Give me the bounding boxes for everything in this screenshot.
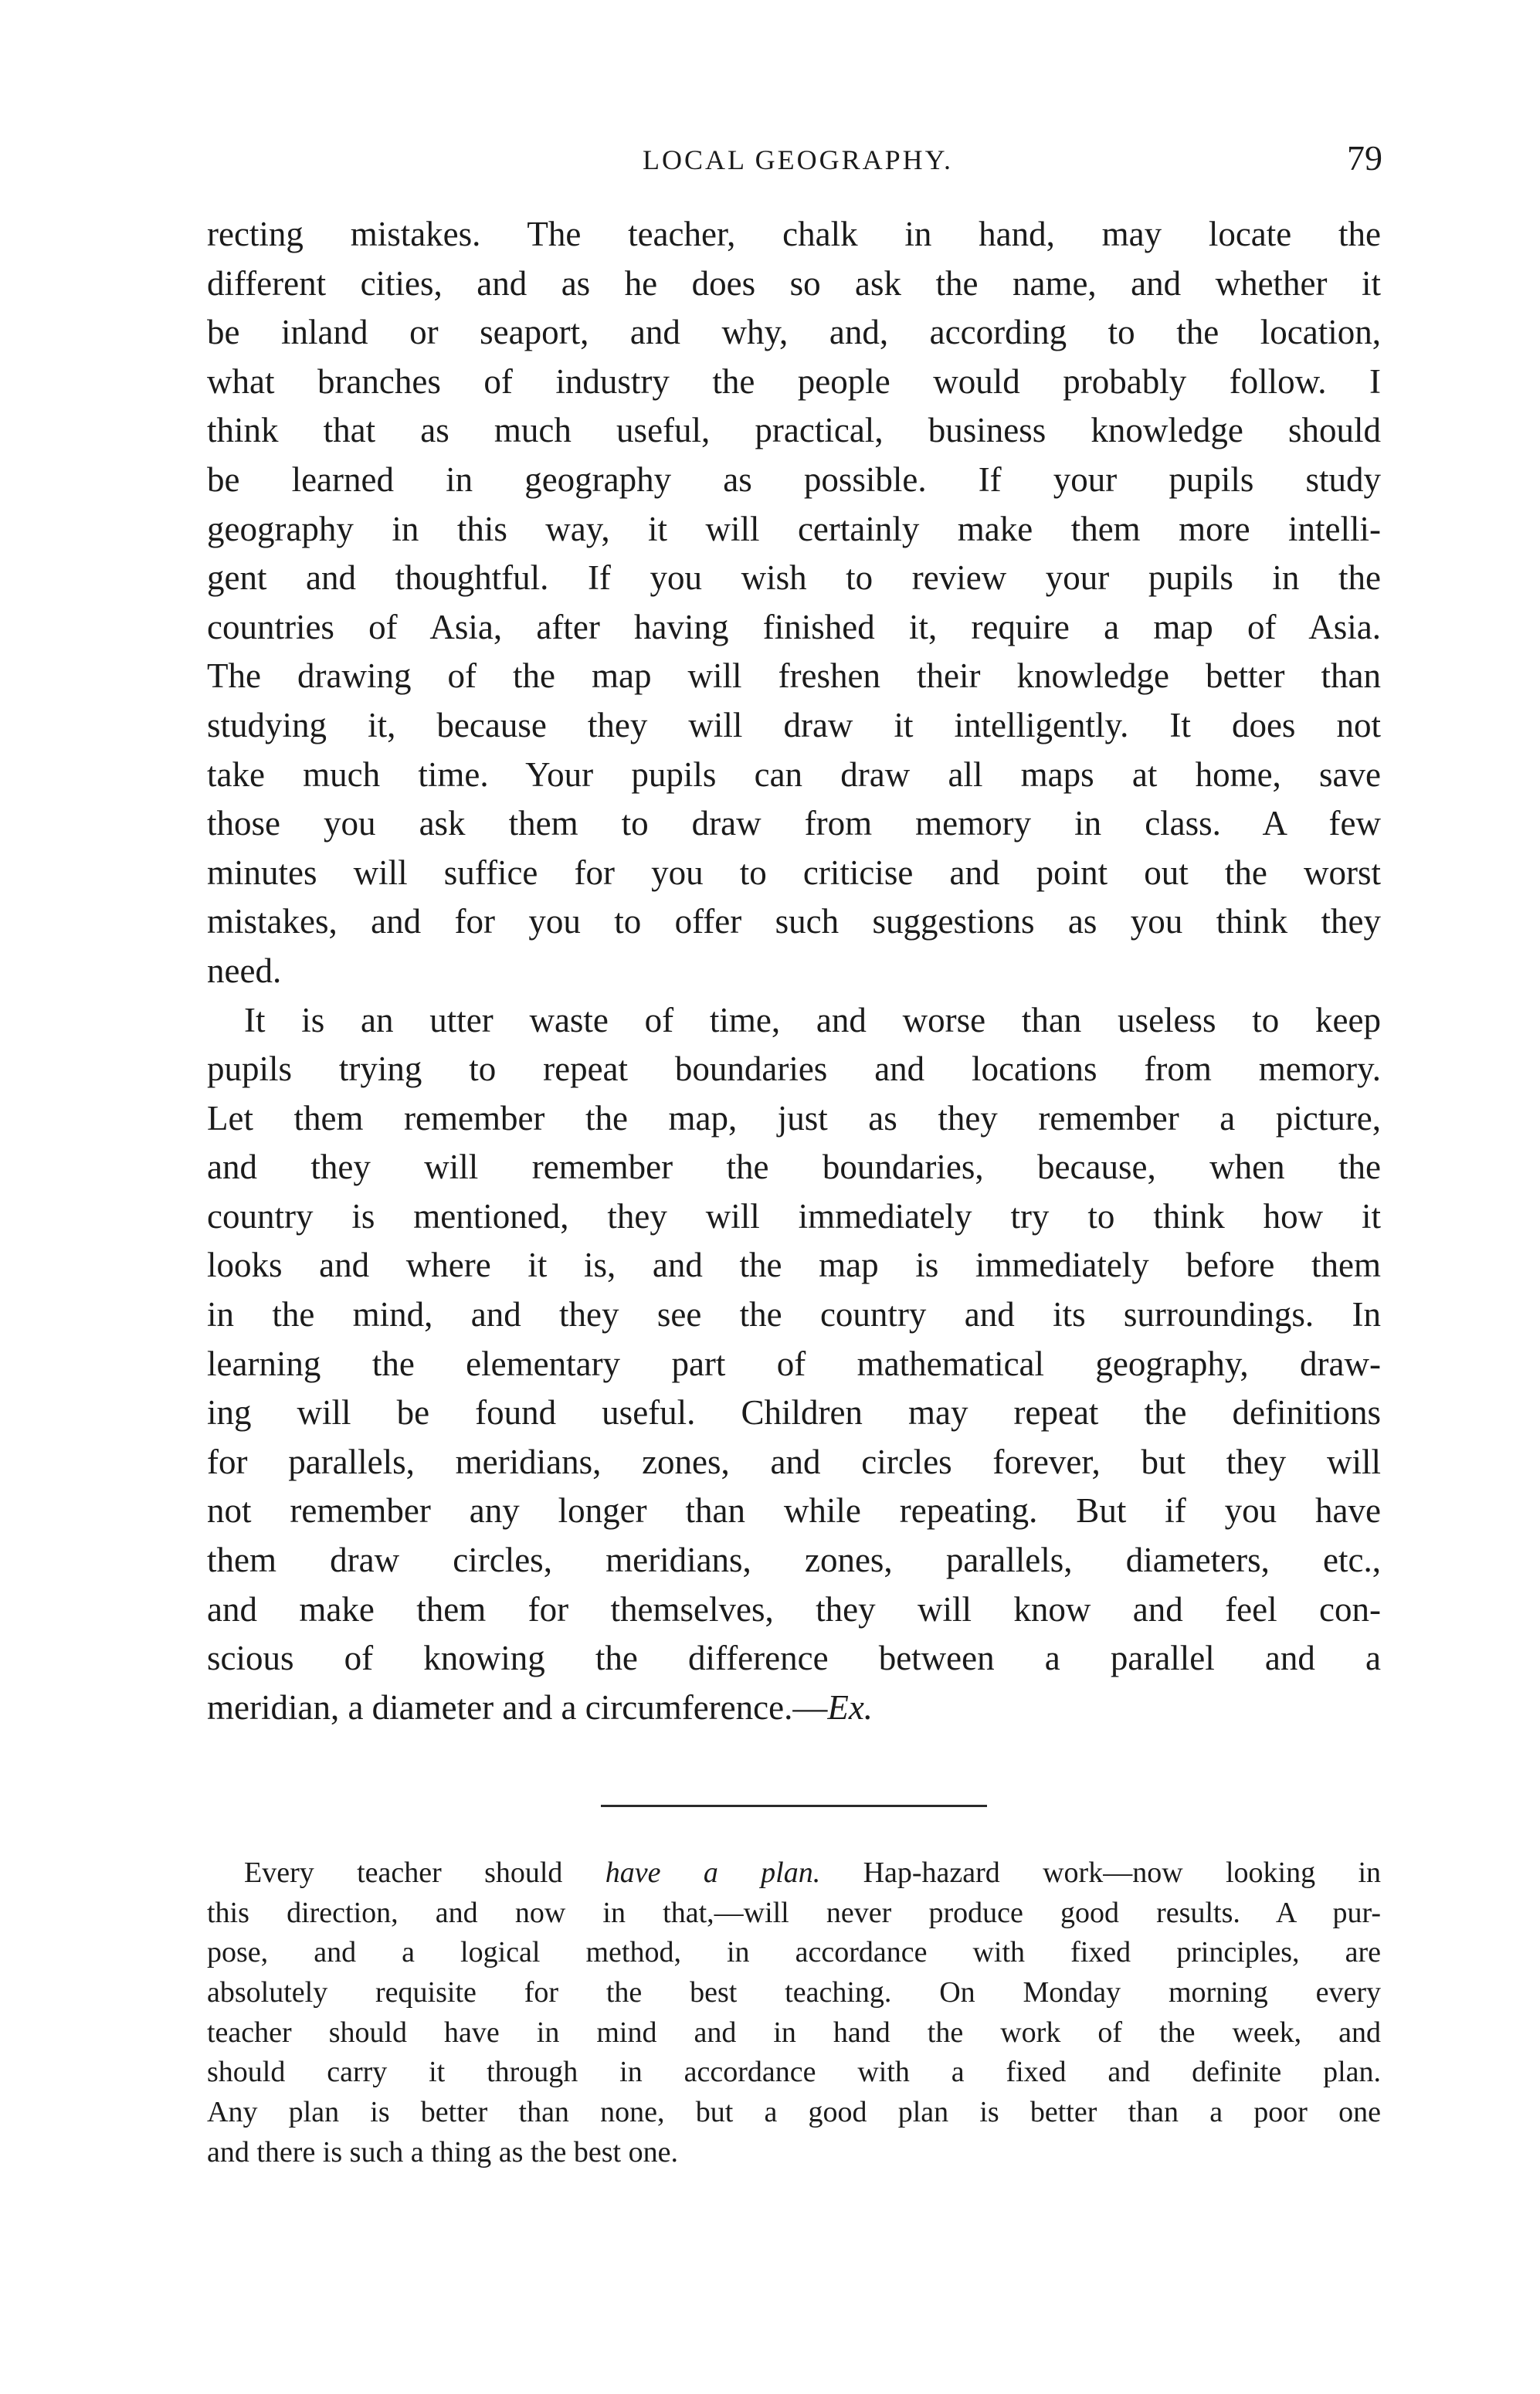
section-divider bbox=[601, 1805, 987, 1807]
text-line: recting mistakes. The teacher, chalk in hand, may locate the bbox=[207, 215, 1381, 253]
text-line: in the mind, and they see the country and its surroundings. In bbox=[207, 1295, 1381, 1334]
text-line: and they will remember the boundaries, because, when the bbox=[207, 1148, 1381, 1187]
main-text bbox=[207, 210, 1381, 1732]
source-attribution: Ex. bbox=[827, 1687, 873, 1727]
text-line: and make them for themselves, they will know and feel con- bbox=[207, 1589, 1381, 1629]
text-line: not remember any longer than while repeating. But if you have bbox=[207, 1491, 1381, 1531]
text-line: studying it, because they will draw it intelligently. It does not bbox=[207, 705, 1381, 744]
note-line: this direction, and now in that,—will never produce good results. A pur- bbox=[207, 1896, 1381, 1929]
note-line: absolutely requisite for the best teaching. On Monday morning every bbox=[207, 1976, 1381, 2009]
text-line: geography in this way, it will certainly make them more intelli- bbox=[207, 509, 1381, 548]
note-line: pose, and a logical method, in accordance with fixed principles, are bbox=[207, 1936, 1381, 1969]
note-first-line bbox=[207, 1853, 1381, 1894]
text-line: be learned in geography as possible. If your pupils study bbox=[207, 459, 1381, 499]
text-line: ing will be found useful. Children may repeat the definitions bbox=[207, 1393, 1381, 1433]
text-line: need. bbox=[207, 951, 282, 990]
text-line: be inland or seaport, and why, and, according to the location, bbox=[207, 313, 1381, 352]
text-line: what branches of industry the people would probably follow. I bbox=[207, 361, 1381, 401]
text-line: them draw circles, meridians, zones, parallels, diameters, etc., bbox=[207, 1541, 1381, 1580]
text-line: mistakes, and for you to offer such suggestions as you think they bbox=[207, 902, 1381, 941]
running-title: LOCAL GEOGRAPHY. bbox=[642, 144, 954, 175]
text-line: scious of knowing the difference between a parallel and a bbox=[207, 1639, 1381, 1678]
note-line: and there is such a thing as the best one. bbox=[207, 2135, 678, 2169]
note-emphasis: have a plan. bbox=[605, 1857, 821, 1889]
note-line: teacher should have in mind and in hand the work of the week, and bbox=[207, 2016, 1381, 2049]
note-line: Any plan is better than none, but a good plan is better than a poor one bbox=[207, 2096, 1381, 2129]
text-line: looks and where it is, and the map is immediately before them bbox=[207, 1246, 1381, 1285]
text-line: gent and thoughtful. If you wish to review your pupils in the bbox=[207, 558, 1381, 598]
note-fragment: Hap-hazard work—now looking in bbox=[820, 1857, 1381, 1889]
page-header bbox=[207, 137, 1389, 192]
text-line: think that as much useful, practical, business knowledge should bbox=[207, 411, 1381, 450]
text-line: country is mentioned, they will immediately try to think how it bbox=[207, 1196, 1381, 1236]
text-line: take much time. Your pupils can draw all maps at home, save bbox=[207, 754, 1381, 794]
note-line: should carry it through in accordance with a fixed and definite plan. bbox=[207, 2056, 1381, 2089]
text-line: learning the elementary part of mathematical geography, draw- bbox=[207, 1344, 1381, 1383]
footnote-block bbox=[207, 1853, 1381, 2173]
text-line: pupils trying to repeat boundaries and locations from memory. bbox=[207, 1049, 1381, 1089]
text-line: those you ask them to draw from memory in class. A few bbox=[207, 804, 1381, 843]
text-line: The drawing of the map will freshen their knowledge better than bbox=[207, 656, 1381, 696]
text-fragment: meridian, a diameter and a circumference.— bbox=[207, 1687, 828, 1727]
text-line-final bbox=[207, 1684, 1381, 1733]
page-number: 79 bbox=[1347, 138, 1382, 178]
text-line: for parallels, meridians, zones, and circles forever, but they will bbox=[207, 1442, 1381, 1481]
text-line: Let them remember the map, just as they remember a picture, bbox=[207, 1098, 1381, 1138]
text-line: minutes will suffice for you to criticise and point out the worst bbox=[207, 853, 1381, 892]
note-fragment: Every teacher should bbox=[244, 1857, 605, 1889]
text-line: countries of Asia, after having finished it, require a map of Asia. bbox=[207, 607, 1381, 646]
text-line: different cities, and as he does so ask the name, and whether it bbox=[207, 263, 1381, 303]
paragraph-start-line: It is an utter waste of time, and worse than useless to keep bbox=[244, 1000, 1381, 1039]
